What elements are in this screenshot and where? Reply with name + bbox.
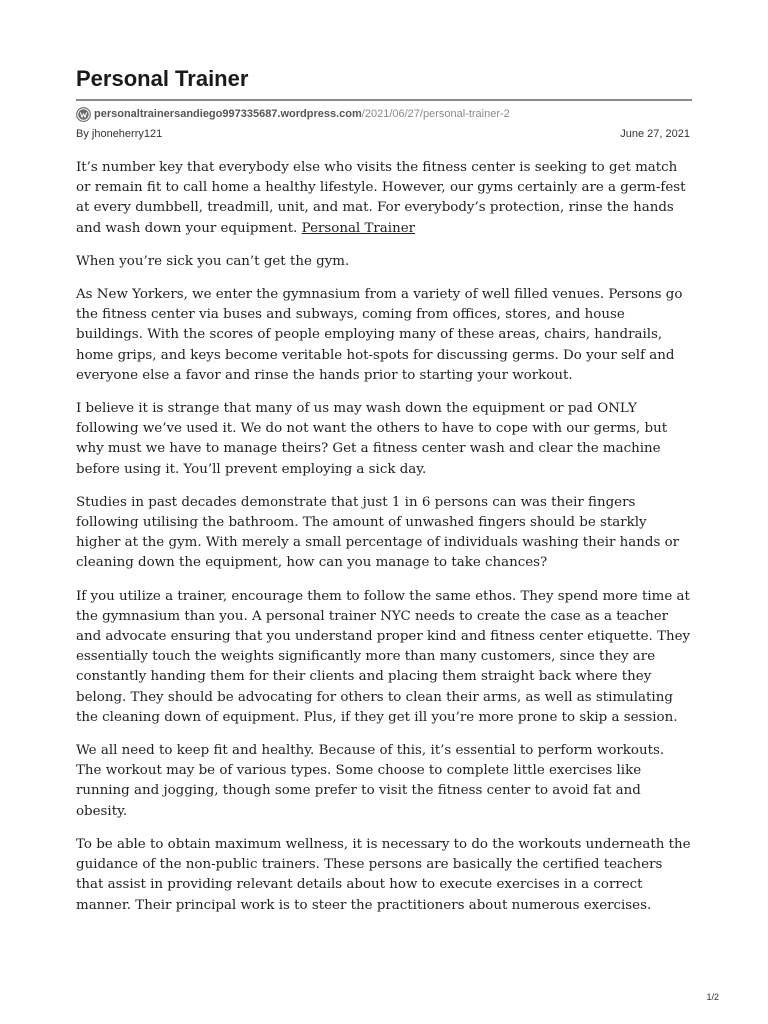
- source-path[interactable]: /2021/06/27/personal-trainer-2: [361, 108, 510, 120]
- author-byline: By jhoneherry121: [76, 128, 163, 140]
- paragraph: To be able to obtain maximum wellness, it is necessary to do the workouts underneath the guidance of the non-public trainers. These persons are basically the certified teachers that assist in providing relevant details about how to execute exercises in a correct manner. Their principal work is to steer the practitioners about numerous exercises.: [76, 836, 691, 913]
- page-title: Personal Trainer: [76, 66, 249, 91]
- title-divider: [76, 99, 692, 101]
- paragraph-text: It’s number key that everybody else who visits the fitness center is seeking to get match or remain fit to call home a healthy lifestyle. However, our gyms certainly are a germ-fest at every dumbbell, treadmill, unit, and mat. For everybody’s protection, rinse the hands and wash down your equipment.: [76, 160, 686, 236]
- page-number: 1/2: [706, 992, 719, 1002]
- publish-date: June 27, 2021: [620, 128, 690, 140]
- paragraph: We all need to keep fit and healthy. Because of this, it’s essential to perform workouts. The workout may be of various types. Some choose to complete little exercises like running and jogging, though some prefer to visit the fitness center to avoid fat and obesity.: [76, 743, 665, 819]
- personal-trainer-link[interactable]: Personal Trainer: [301, 220, 416, 236]
- paragraph: Studies in past decades demonstrate that just 1 in 6 persons can was their fingers following utilising the bathroom. The amount of unwashed fingers should be starkly higher at the gym. With merely a small percentage of individuals washing their hands or cleaning down the equipment, how can you manage to take chances?: [76, 494, 680, 571]
- article-body: [76, 158, 692, 929]
- source-url[interactable]: [76, 104, 510, 124]
- paragraph: When you’re sick you can’t get the gym.: [76, 253, 350, 269]
- article-meta: [76, 128, 692, 144]
- wordpress-icon: [76, 107, 91, 122]
- source-domain[interactable]: personaltrainersandiego997335687.wordpress.com: [94, 108, 362, 120]
- paragraph: If you utilize a trainer, encourage them to follow the same ethos. They spend more time at the gymnasium than you. A personal trainer NYC needs to create the case as a teacher and advocate ensuring that you understand proper kind and fitness center etiquette. They essentially touch the weights significantly more than many customers, since they are constantly handing them for their clients and placing them straight back where they belong. They should be advocating for others to clean their arms, as well as stimulating the cleaning down of equipment. Plus, if they get ill you’re more prone to skip a session.: [76, 588, 691, 725]
- paragraph: As New Yorkers, we enter the gymnasium from a variety of well filled venues. Persons go the fitness center via buses and subways, coming from offices, stores, and house buildings. With the scores of people employing many of these areas, chairs, handrails, home grips, and keys become veritable hot-spots for discussing germs. Do your self and everyone else a favor and rinse the hands prior to starting your workout.: [76, 287, 683, 383]
- paragraph: I believe it is strange that many of us may wash down the equipment or pad ONLY following we’ve used it. We do not want the others to have to cope with our germs, but why must we have to manage theirs? Get a fitness center wash and clear the machine before using it. You’ll prevent employing a sick day.: [76, 401, 668, 477]
- paragraph: [76, 158, 692, 239]
